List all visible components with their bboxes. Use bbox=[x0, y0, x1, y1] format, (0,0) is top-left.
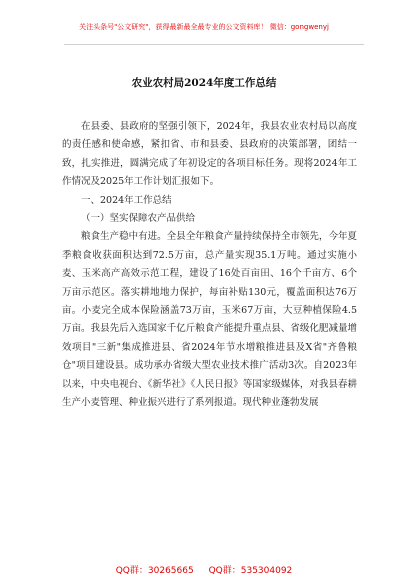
header-divider bbox=[64, 44, 364, 45]
document-body bbox=[62, 118, 357, 413]
intro-paragraph: 在县委、县政府的坚强引领下，2024年，我县农业农村局以高度的责任感和使命感，紧扣省、市和县委、县政府的决策部署，团结一致，扎实推进，圆满完成了年初设定的各项目标任务。现将2024年工作情况及2025年工作计划汇报如下。 bbox=[62, 121, 357, 188]
footer-contacts bbox=[0, 563, 408, 576]
header-banner: 关注头条号"公文研究"，获得最新最全最专业的公文资料库！ 微信：gongwenyj bbox=[79, 23, 329, 31]
body-paragraph: 粮食生产稳中有进。全县全年粮食产量持续保持全市领先，今年夏季粮食收获面积达到72.5万亩，总产量实现35.1万吨。通过实施小麦、玉米高产高效示范工程，建设了16处百亩田、16个千亩方、6个万亩示范区。落实耕地地力保护，每亩补贴130元，覆盖面积达76万亩。小麦完全成本保险涵盖73万亩，玉米67万亩，大豆种植保险4.5万亩。我县先后入选国家千亿斤粮食产能提升重点县、省级化肥减量增效项目"三新"集成推进县、省2024年节水增粮推进县及X省"齐鲁粮仓"项目建设县。成功承办省级大型农业技术推广活动3次。自2023年以来，中央电视台、《新华社》《人民日报》等国家级媒体，对我县春耕生产小麦管理、种业振兴进行了系列报道。现代种业蓬勃发展 bbox=[62, 231, 357, 409]
footer-qq-group-2: QQ群：535304092 bbox=[208, 566, 293, 576]
document-title: 农业农村局2024年度工作总结 bbox=[131, 77, 277, 89]
subsection-heading: （一）坚实保障农产品供给 bbox=[81, 213, 196, 225]
footer-qq-group-1: QQ群：30265665 bbox=[115, 566, 194, 576]
section-heading: 一、2024年工作总结 bbox=[81, 194, 172, 206]
